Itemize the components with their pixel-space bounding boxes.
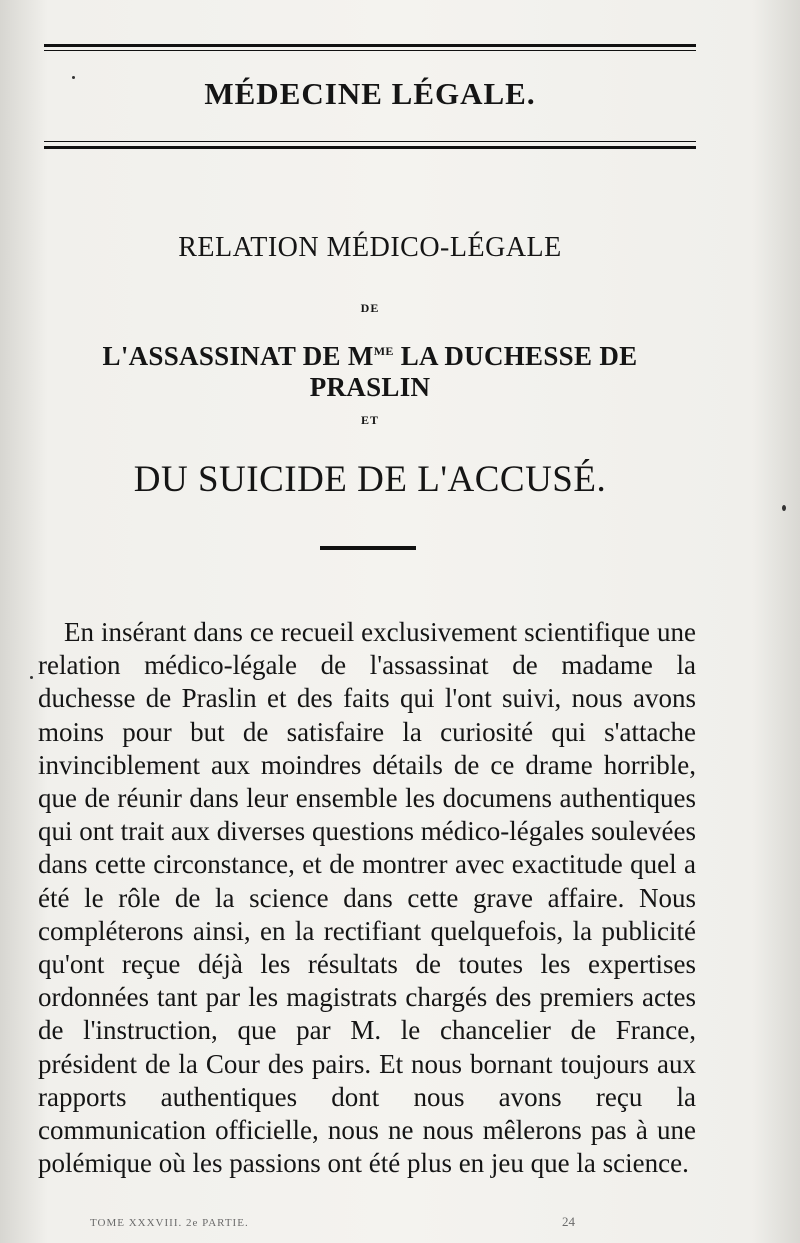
title-separator-rule: [320, 546, 416, 550]
section-title: MÉDECINE LÉGALE.: [204, 76, 536, 111]
top-rule-thin: [44, 50, 696, 51]
top-rule-thick: [44, 44, 696, 47]
footer-sheet-number: 24: [562, 1214, 575, 1229]
article-title-connector-de: DE: [360, 301, 380, 315]
scan-speck: [30, 676, 33, 679]
article-title-connector-et: ET: [360, 413, 379, 427]
article-title-line-2: L'ASSASSINAT DE $M^{ME}$ LA DUCHESSE DE PRASLIN: [102, 341, 638, 402]
header-rule-thick: [44, 146, 696, 149]
header-rule-thin: [44, 141, 696, 142]
scan-speck: [72, 76, 75, 79]
body-paragraph: En insérant dans ce recueil exclusivement scientifique une relation médico-légale de l'assassinat de madame la duchesse de Praslin et des faits qui l'ont suivi, nous avons moins pour but de satisfaire la curiosité qui s'attache invinciblement aux moindres détails de ce drame horrible, que de réunir dans leur ensemble les documens authentiques qui ont trait aux diverses questions médico-légales soulevées dans cette circonstance, et de montrer avec exactitude quel a été le rôle de la science dans cette grave affaire. Nous compléterons ainsi, en la rectifiant quelquefois, la publicité qu'ont reçue déjà les résultats de toutes les expertises ordonnées tant par les magistrats chargés des premiers actes de l'instruction, que par M. le chancelier de France, président de la Cour des pairs. Et nous bornant toujours aux rapports authentiques dont nous avons reçu la communication officielle, nous ne nous mêlerons pas à une polémique où les passions ont été plus en jeu que la science.: [38, 617, 696, 1179]
article-title-line-3: DU SUICIDE DE L'ACCUSÉ.: [133, 459, 607, 500]
scan-speck: [782, 505, 786, 511]
footer-volume-signature: TOME XXXVIII. 2e PARTIE.: [90, 1217, 249, 1229]
article-title-line-1: RELATION MÉDICO-LÉGALE: [178, 232, 562, 263]
